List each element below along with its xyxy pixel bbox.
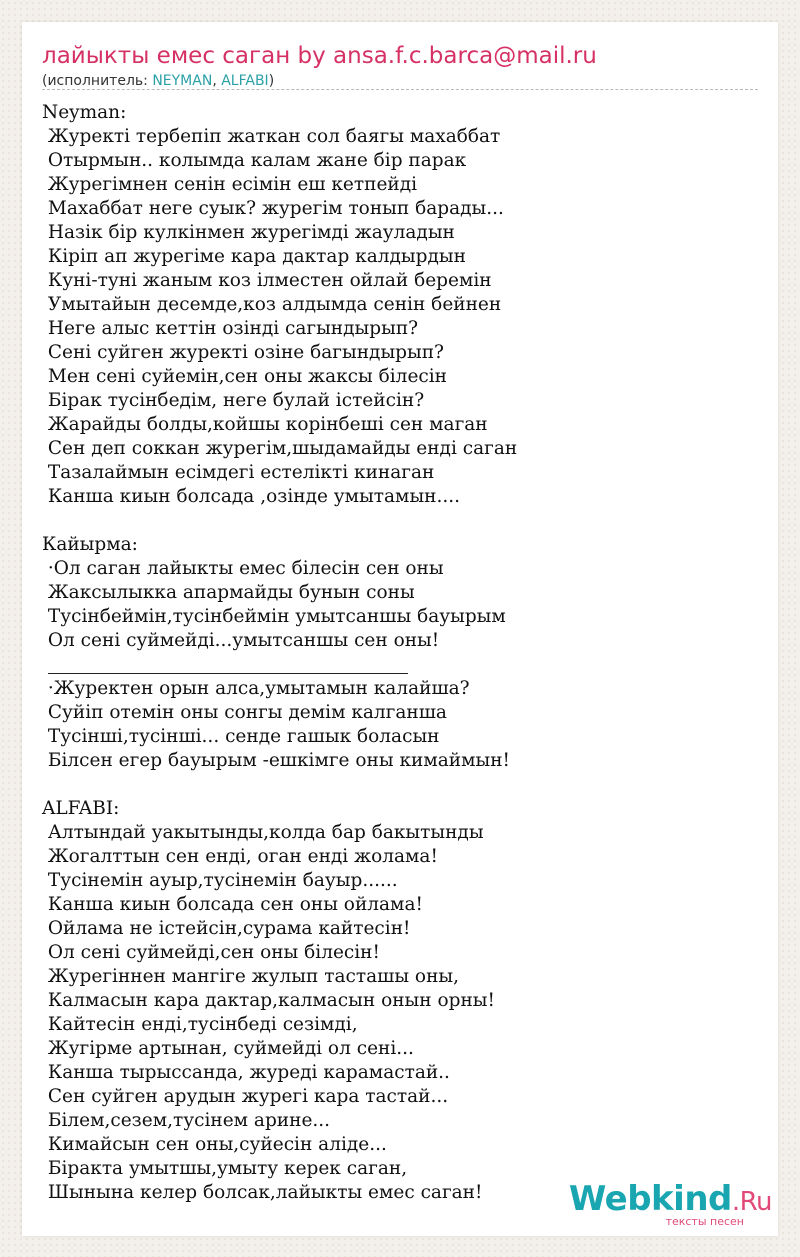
lyrics-line: Сен деп соккан журегім,шыдамайды енді саган [42,438,518,459]
lyrics-line: Журегіннен мангіге жулып тасташы оны, [42,966,460,987]
lyrics-line: Ол сені суймейді...умытсаншы сен оны! [42,630,440,651]
lyrics-text [42,101,758,1205]
lyrics-line: Тусінемін ауыр,тусінемін бауыр...... [42,870,398,891]
logo-tagline: тексты песен [665,1215,744,1228]
lyrics-line: Жугірме артынан, суймейді ол сені... [42,1038,414,1059]
lyrics-line: Ол сені суймейді,сен оны білесін! [42,942,380,963]
performer-label: (исполнитель: [42,73,153,89]
lyrics-line: Жарайды болды,койшы корінбеші сен маган [42,414,488,435]
lyrics-line: Білем,сезем,тусінем арине... [42,1110,331,1131]
lyrics-line: Неге алыс кеттін озінді сагындырып? [42,318,419,339]
lyrics-line: Сен суйген арудын журегі кара тастай... [42,1086,449,1107]
lyrics-line: Жаксылыкка апармайды бунын соны [42,582,415,603]
lyrics-line: Журегімнен сенін есімін еш кетпейді [42,174,418,195]
lyrics-line: Умытайын десемде,коз алдымда сенін бейнен [42,294,502,315]
lyrics-line: Кайтесін енді,тусінбеді сезімді, [42,1014,358,1035]
lyrics-line: Кайырма: [42,534,138,555]
lyrics-line: Тазалаймын есімдегі естелікті кинаган [42,462,435,483]
lyrics-line: Жогалттын сен енді, оган енді жолама! [42,846,438,867]
lyrics-line: Журекті тербепіп жаткан сол баягы махаббат [42,126,501,147]
lyrics-blank-line [42,773,758,797]
logo-tld: .Ru [731,1187,772,1217]
lyrics-line: Шынына келер болсак,лайыкты емес саган! [42,1182,483,1203]
lyrics-line: Ойлама не істейсін,сурама кайтесін! [42,918,411,939]
lyrics-line: Кимайсын сен оны,суйесін аліде... [42,1134,387,1155]
artist-separator: , [212,73,222,89]
lyrics-line: Махаббат неге суык? журегім тонып барады... [42,198,504,219]
artist-link-alfabi[interactable]: ALFABI [221,73,269,89]
lyrics-line: Куні-туні жаным коз ілместен ойлай беремін [42,270,492,291]
lyrics-line: Тусінші,тусінші... сенде гашык боласын [42,726,440,747]
lyrics-line: Алтындай уакытынды,колда бар бакытынды [42,822,484,843]
lyrics-line: Кіріп ап журегіме кара дактар калдырдын [42,246,466,267]
song-title: лайыкты емес саган by ansa.f.c.barca@mail.ru [42,43,597,69]
lyrics-line: Канша тырыссанда, журеді карамастай.. [42,1062,450,1083]
lyrics-line: ALFABI: [42,798,120,819]
performer-line [42,72,274,90]
lyrics-line: Канша киын болсада сен оны ойлама! [42,894,423,915]
lyrics-line: ·Ол саган лайыкты емес білесін сен оны [42,558,444,579]
lyrics-line: Назік бір кулкінмен журегімді жауладын [42,222,455,243]
lyrics-line: Білсен егер бауырым -ешкімге оны кимаймын! [42,750,510,771]
lyrics-line: Тусінбеймін,тусінбеймін умытсаншы бауырым [42,606,506,627]
header-divider [42,89,758,90]
lyrics-line: Neyman: [42,102,127,123]
lyrics-line: Калмасын кара дактар,калмасын онын орны! [42,990,495,1011]
lyrics-blank-line [42,509,758,533]
lyrics-line: Канша киын болсада ,озінде умытамын.... [42,486,461,507]
lyrics-line: ·Журектен орын алса,умытамын калайша? [42,678,470,699]
lyrics-line: Бірак тусінбедім, неге булай істейсін? [42,390,425,411]
lyrics-blank-line [42,653,758,677]
lyrics-line: Суйіп отемін оны сонгы демім калганша [42,702,447,723]
lyrics-card [22,22,778,1236]
logo-word: Webkind [568,1179,732,1219]
webkind-logo[interactable] [569,1181,772,1228]
lyrics-line: Сені суйген журекті озіне багындырып? [42,342,444,363]
performer-close: ) [268,73,275,89]
artist-link-neyman[interactable]: NEYMAN [152,73,213,89]
lyrics-line: Отырмын.. колымда калам жане бір парак [42,150,467,171]
lyrics-line: Біракта умытшы,умыту керек саган, [42,1158,408,1179]
lyrics-line: Мен сені суйемін,сен оны жаксы білесін [42,366,447,387]
